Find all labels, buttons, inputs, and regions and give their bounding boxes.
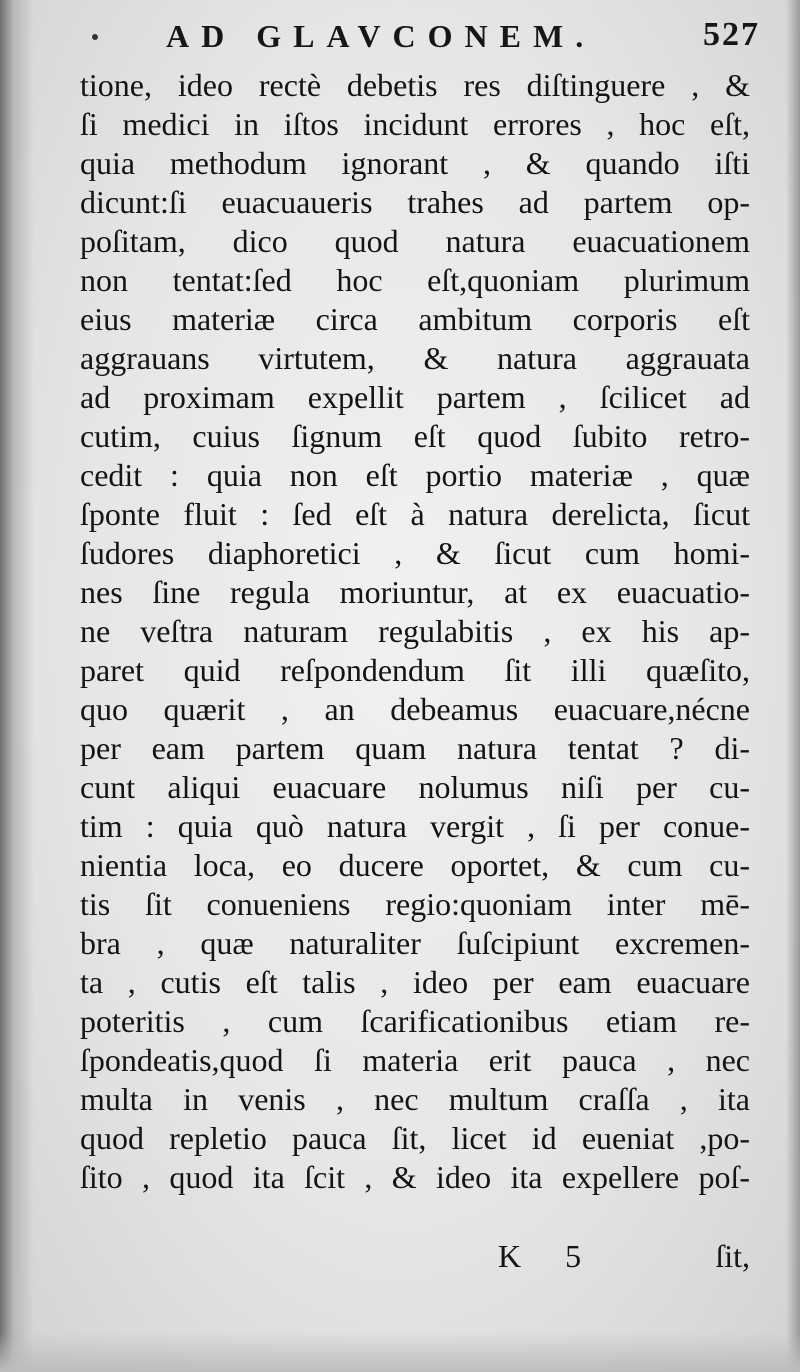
running-head: AD GLAVCONEM. (166, 18, 596, 54)
body-text (80, 66, 750, 1197)
text-line: per eam partem quam natura tentat ? di- (80, 730, 750, 766)
catchword: ſit, (715, 1238, 750, 1274)
text-line: ne veſtra naturam regulabitis , ex his ap- (80, 613, 750, 649)
page-number: 527 (703, 16, 760, 53)
text-line: cutim, cuius ſignum eſt quod ſubito retro- (80, 418, 750, 454)
text-line: ſpondeatis,quod ſi materia erit pauca , nec (80, 1042, 750, 1078)
text-line: paret quid reſpondendum ſit illi quæſito, (80, 652, 750, 688)
text-line: eius materiæ circa ambitum corporis eſt (80, 301, 750, 337)
text-line: ſponte fluit : ſed eſt à natura derelicta, ſicut (80, 496, 750, 532)
text-line: quo quærit , an debeamus euacuare,nécne (80, 691, 750, 727)
page-header (70, 14, 760, 58)
text-line: dicunt:ſi euacuaueris trahes ad partem op- (80, 184, 750, 220)
text-line: bra , quæ naturaliter ſuſcipiunt excremen- (80, 925, 750, 961)
text-line: aggrauans virtutem, & natura aggrauata (80, 340, 750, 376)
text-line: tione, ideo rectè debetis res diſtinguere , & (80, 67, 750, 103)
text-line: quod repletio pauca ſit, licet id eueniat ,po- (80, 1120, 750, 1156)
page-footer (80, 1238, 750, 1278)
header-dot (92, 34, 98, 40)
text-line: ſito , quod ita ſcit , & ideo ita expellere poſ- (80, 1159, 750, 1195)
text-line: ta , cutis eſt talis , ideo per eam euacuare (80, 964, 750, 1000)
page-edge-right (786, 0, 800, 1372)
text-line: nientia loca, eo ducere oportet, & cum cu- (80, 847, 750, 883)
text-line: cunt aliqui euacuare nolumus niſi per cu- (80, 769, 750, 805)
text-line: multa in venis , nec multum craſſa , ita (80, 1081, 750, 1117)
text-line: poſitam, dico quod natura euacuationem (80, 223, 750, 259)
text-line: tis ſit conueniens regio:quoniam inter mē- (80, 886, 750, 922)
text-line: ſi medici in iſtos incidunt errores , hoc eſt, (80, 106, 750, 142)
signature-mark: K 5 (498, 1238, 600, 1274)
gutter-shadow (0, 0, 34, 1372)
text-line: nes ſine regula moriuntur, at ex euacuatio- (80, 574, 750, 610)
text-line: non tentat:ſed hoc eſt,quoniam plurimum (80, 262, 750, 298)
text-line: ad proximam expellit partem , ſcilicet ad (80, 379, 750, 415)
text-line: tim : quia quò natura vergit , ſi per conue- (80, 808, 750, 844)
text-line: cedit : quia non eſt portio materiæ , quæ (80, 457, 750, 493)
text-line: poteritis , cum ſcarificationibus etiam re- (80, 1003, 750, 1039)
text-line: ſudores diaphoretici , & ſicut cum homi- (80, 535, 750, 571)
text-line: quia methodum ignorant , & quando iſti (80, 145, 750, 181)
page-edge-bottom (0, 1332, 800, 1372)
